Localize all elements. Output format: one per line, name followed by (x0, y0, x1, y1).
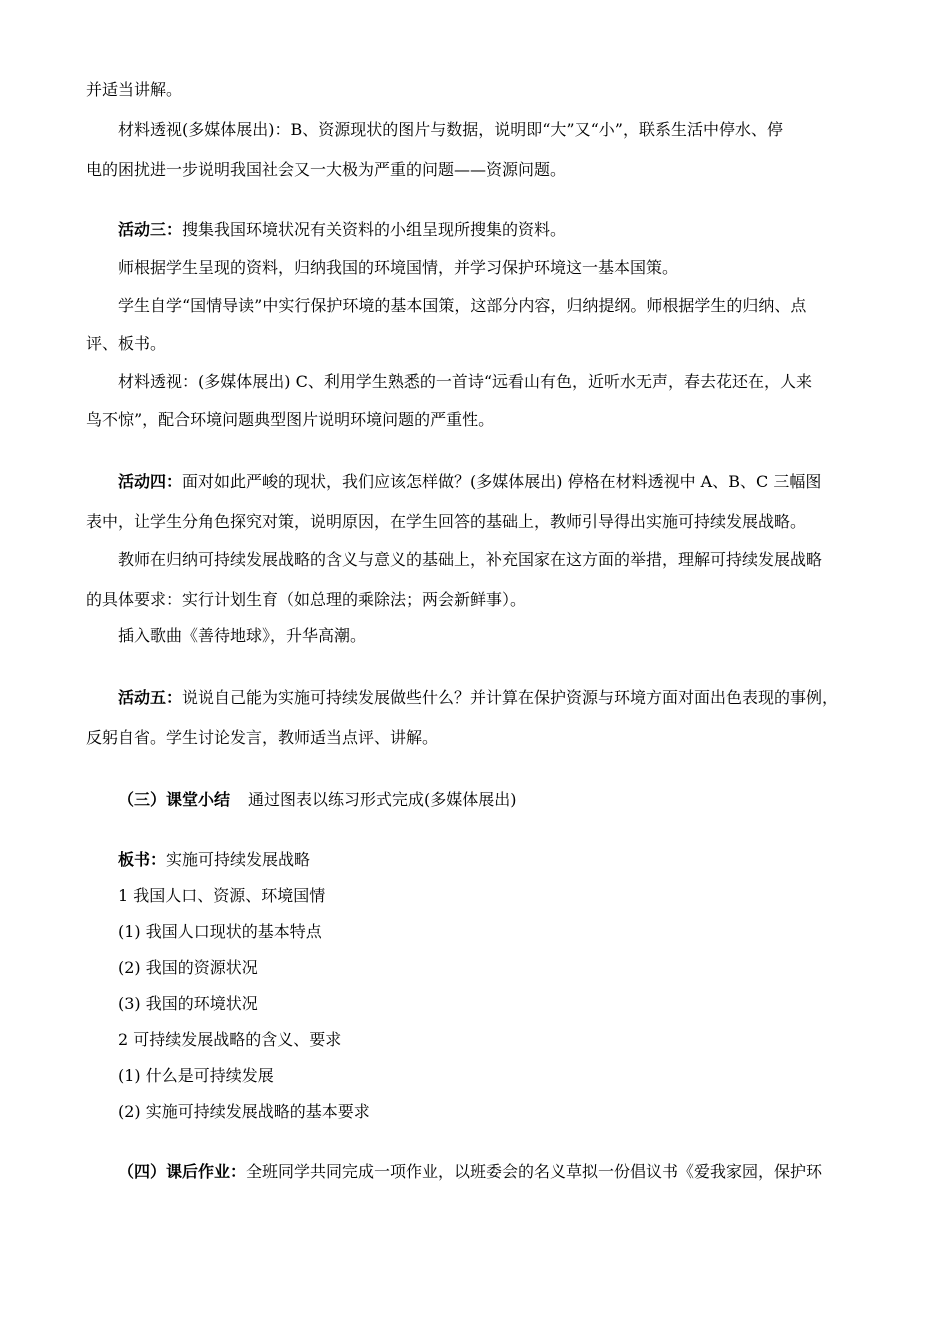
outline-item: (1) 我国人口现状的基本特点 (118, 922, 322, 941)
outline-item: (2) 我国的资源状况 (118, 958, 258, 977)
paragraph-line: 并适当讲解。 (86, 80, 183, 99)
paragraph-line: 鸟不惊”，配合环境问题典型图片说明环境问题的严重性。 (86, 410, 495, 429)
activity-four (118, 472, 821, 492)
paragraph-line: 评、板书。 (86, 334, 167, 353)
section-heading: （三）课堂小结 (118, 790, 231, 809)
activity-text: 说说自己能为实施可持续发展做些什么？并计算在保护资源与环境方面对面出色表现的事例， (182, 688, 839, 707)
activity-label: 活动三： (118, 220, 183, 239)
paragraph-line: 表中，让学生分角色探究对策，说明原因，在学生回答的基础上，教师引导得出实施可持续发展战略。 (86, 512, 807, 531)
blackboard-label: 板书： (118, 850, 167, 869)
blackboard-title: 实施可持续发展战略 (166, 850, 311, 869)
activity-text: 搜集我国环境状况有关资料的小组呈现所搜集的资料。 (182, 220, 567, 239)
outline-item: 2 可持续发展战略的含义、要求 (118, 1030, 342, 1049)
outline-item: (3) 我国的环境状况 (118, 994, 258, 1013)
blackboard-heading (118, 850, 310, 870)
activity-text: 面对如此严峻的现状，我们应该怎样做？(多媒体展出) 停格在材料透视中 A、B、C 三幅图 (182, 472, 822, 491)
section-text: 全班同学共同完成一项作业，以班委会的名义草拟一份倡议书《爱我家园，保护环 (246, 1162, 823, 1181)
paragraph-line: 反躬自省。学生讨论发言，教师适当点评、讲解。 (86, 728, 439, 747)
paragraph-line: 师根据学生呈现的资料，归纳我国的环境国情，并学习保护环境这一基本国策。 (118, 258, 679, 277)
paragraph-line: 学生自学“国情导读”中实行保护环境的基本国策，这部分内容，归纳提纲。师根据学生的归纳、点 (118, 296, 807, 315)
section-heading: （四）课后作业： (118, 1162, 247, 1181)
paragraph-line: 材料透视：(多媒体展出) C、利用学生熟悉的一首诗“远看山有色，近听水无声，春去花还在，人来 (118, 372, 812, 391)
section-homework (118, 1162, 822, 1182)
paragraph-line: 教师在归纳可持续发展战略的含义与意义的基础上，补充国家在这方面的举措，理解可持续发展战略 (118, 550, 823, 569)
activity-label: 活动四： (118, 472, 183, 491)
activity-three (118, 220, 566, 240)
outline-item: 1 我国人口、资源、环境国情 (118, 886, 326, 905)
paragraph-line: 的具体要求：实行计划生育（如总理的乘除法；两会新鲜事）。 (86, 590, 527, 609)
activity-five (118, 688, 838, 708)
section-summary (118, 790, 517, 810)
section-text: 通过图表以练习形式完成(多媒体展出) (248, 790, 517, 809)
paragraph-line: 电的困扰进一步说明我国社会又一大极为严重的问题——资源问题。 (86, 160, 567, 179)
paragraph-line: 材料透视(多媒体展出)：B、资源现状的图片与数据，说明即“大”又“小”，联系生活中停水、停 (118, 120, 783, 139)
outline-item: (2) 实施可持续发展战略的基本要求 (118, 1102, 370, 1121)
outline-item: (1) 什么是可持续发展 (118, 1066, 274, 1085)
paragraph-line: 插入歌曲《善待地球》，升华高潮。 (118, 626, 367, 645)
activity-label: 活动五： (118, 688, 183, 707)
